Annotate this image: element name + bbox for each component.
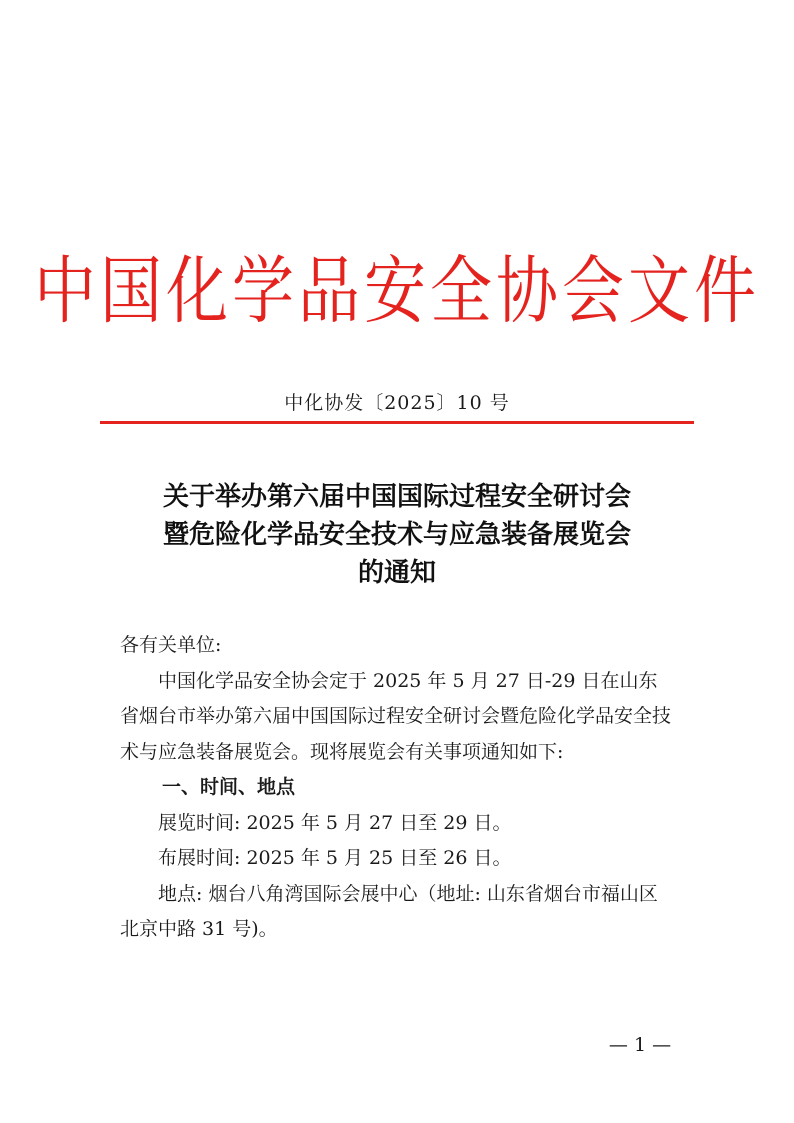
location-paragraph: 地点: 烟台八角湾国际会展中心（地址: 山东省烟台市福山区北京中路 31 号)。: [120, 882, 658, 940]
title-line-3: 的通知: [357, 558, 436, 588]
salutation: 各有关单位:: [120, 634, 222, 656]
title-line-1: 关于举办第六届中国国际过程安全研讨会: [162, 482, 631, 512]
red-divider-line: [100, 421, 694, 424]
document-number: 中化协发〔2025〕10 号: [284, 392, 510, 414]
document-masthead: 中国化学品安全协会文件: [33, 247, 760, 334]
section-heading-time-location: 一、时间、地点: [162, 776, 296, 798]
setup-time: 布展时间: 2025 年 5 月 25 日至 26 日。: [158, 847, 512, 869]
notice-title: [90, 478, 704, 592]
page-number: — 1 —: [608, 1034, 672, 1056]
intro-paragraph: 中国化学品安全协会定于 2025 年 5 月 27 日-29 日在山东省烟台市举办第六届中国国际过程安全研讨会暨危险化学品安全技术与应急装备展览会。现将展览会有关事项通知如下:: [120, 669, 672, 763]
notice-body: [120, 628, 676, 948]
title-line-2: 暨危险化学品安全技术与应急装备展览会: [162, 520, 631, 550]
exhibition-time: 展览时间: 2025 年 5 月 27 日至 29 日。: [158, 811, 512, 834]
